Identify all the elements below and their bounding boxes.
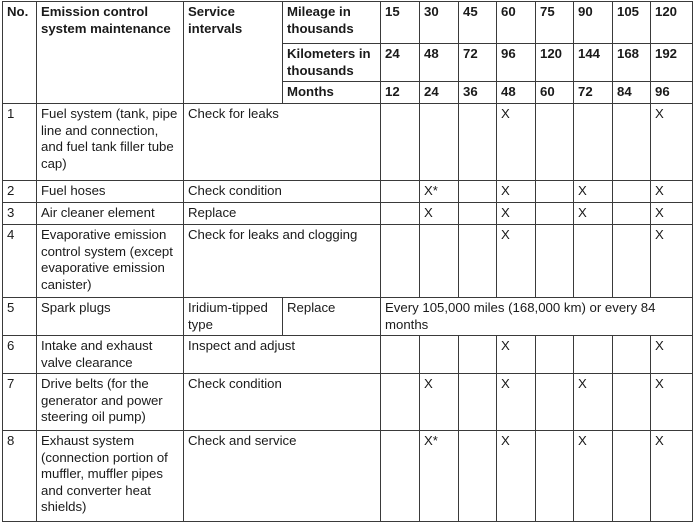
months-cell: 24 bbox=[420, 82, 459, 104]
interval-mark bbox=[381, 181, 420, 203]
row-number: 7 bbox=[3, 374, 37, 431]
interval-mark: X bbox=[574, 431, 613, 522]
interval-mark: X bbox=[497, 336, 536, 374]
interval-mark bbox=[381, 203, 420, 225]
mileage-cell: 60 bbox=[497, 2, 536, 44]
interval-mark bbox=[459, 225, 497, 298]
interval-mark bbox=[381, 431, 420, 522]
interval-mark bbox=[381, 225, 420, 298]
interval-mark: X bbox=[651, 203, 693, 225]
table-row bbox=[3, 431, 693, 522]
months-cell: 96 bbox=[651, 82, 693, 104]
row-interval-note: Every 105,000 miles (168,000 km) or every 84 months bbox=[381, 298, 693, 336]
row-service: Check for leaks bbox=[184, 104, 381, 181]
interval-mark: X bbox=[651, 431, 693, 522]
row-service: Check condition bbox=[184, 374, 381, 431]
mileage-cell: 120 bbox=[651, 2, 693, 44]
interval-mark: X bbox=[497, 181, 536, 203]
row-number: 6 bbox=[3, 336, 37, 374]
interval-mark bbox=[613, 181, 651, 203]
km-cell: 120 bbox=[536, 44, 574, 82]
row-item: Intake and exhaust valve clearance bbox=[37, 336, 184, 374]
row-item: Exhaust system (connection portion of muffler, muffler pipes and converter heat shields) bbox=[37, 431, 184, 522]
months-cell: 48 bbox=[497, 82, 536, 104]
km-cell: 72 bbox=[459, 44, 497, 82]
row-number: 1 bbox=[3, 104, 37, 181]
interval-mark: X bbox=[574, 374, 613, 431]
km-cell: 144 bbox=[574, 44, 613, 82]
row-number: 4 bbox=[3, 225, 37, 298]
interval-mark bbox=[613, 225, 651, 298]
interval-mark: X bbox=[497, 374, 536, 431]
table-row bbox=[3, 225, 693, 298]
header-service: Service intervals bbox=[184, 2, 283, 104]
header-mileage-label: Mileage in thousands bbox=[283, 2, 381, 44]
km-cell: 96 bbox=[497, 44, 536, 82]
interval-mark: X bbox=[574, 181, 613, 203]
interval-mark bbox=[459, 336, 497, 374]
interval-mark bbox=[536, 104, 574, 181]
header-item: Emission control system maintenance bbox=[37, 2, 184, 104]
row-item: Drive belts (for the generator and power steering oil pump) bbox=[37, 374, 184, 431]
interval-mark bbox=[574, 336, 613, 374]
interval-mark bbox=[420, 104, 459, 181]
mileage-cell: 45 bbox=[459, 2, 497, 44]
km-cell: 24 bbox=[381, 44, 420, 82]
table-row bbox=[3, 181, 693, 203]
row-service: Check and service bbox=[184, 431, 381, 522]
interval-mark bbox=[536, 225, 574, 298]
interval-mark bbox=[420, 336, 459, 374]
interval-mark bbox=[381, 104, 420, 181]
interval-mark bbox=[459, 181, 497, 203]
interval-mark: X bbox=[651, 181, 693, 203]
header-row-mileage bbox=[3, 2, 693, 44]
interval-mark: X bbox=[497, 203, 536, 225]
km-cell: 168 bbox=[613, 44, 651, 82]
maintenance-schedule-table bbox=[2, 1, 693, 522]
mileage-cell: 30 bbox=[420, 2, 459, 44]
table-row bbox=[3, 203, 693, 225]
interval-mark: X bbox=[420, 203, 459, 225]
interval-mark: X bbox=[574, 203, 613, 225]
interval-mark bbox=[536, 374, 574, 431]
months-cell: 84 bbox=[613, 82, 651, 104]
mileage-cell: 15 bbox=[381, 2, 420, 44]
row-number: 5 bbox=[3, 298, 37, 336]
interval-mark bbox=[536, 336, 574, 374]
months-cell: 60 bbox=[536, 82, 574, 104]
interval-mark bbox=[574, 225, 613, 298]
interval-mark bbox=[459, 431, 497, 522]
row-service: Replace bbox=[184, 203, 381, 225]
row-item: Spark plugs bbox=[37, 298, 184, 336]
row-number: 3 bbox=[3, 203, 37, 225]
interval-mark bbox=[613, 336, 651, 374]
table-row bbox=[3, 336, 693, 374]
interval-mark: X bbox=[420, 374, 459, 431]
row-service: Check for leaks and clogging bbox=[184, 225, 381, 298]
interval-mark bbox=[420, 225, 459, 298]
interval-mark bbox=[459, 374, 497, 431]
row-item: Fuel hoses bbox=[37, 181, 184, 203]
interval-mark bbox=[459, 104, 497, 181]
mileage-cell: 105 bbox=[613, 2, 651, 44]
interval-mark bbox=[459, 203, 497, 225]
mileage-cell: 75 bbox=[536, 2, 574, 44]
interval-mark bbox=[381, 374, 420, 431]
months-cell: 36 bbox=[459, 82, 497, 104]
row-service: Inspect and adjust bbox=[184, 336, 381, 374]
interval-mark: X* bbox=[420, 431, 459, 522]
interval-mark bbox=[613, 431, 651, 522]
table-row bbox=[3, 298, 693, 336]
interval-mark bbox=[381, 336, 420, 374]
interval-mark: X bbox=[651, 225, 693, 298]
interval-mark bbox=[536, 431, 574, 522]
mileage-cell: 90 bbox=[574, 2, 613, 44]
row-service: Replace bbox=[283, 298, 381, 336]
interval-mark: X bbox=[651, 104, 693, 181]
header-km-label: Kilometers in thousands bbox=[283, 44, 381, 82]
row-number: 2 bbox=[3, 181, 37, 203]
row-item: Fuel system (tank, pipe line and connection, and fuel tank filler tube cap) bbox=[37, 104, 184, 181]
row-number: 8 bbox=[3, 431, 37, 522]
row-service: Check condition bbox=[184, 181, 381, 203]
months-cell: 12 bbox=[381, 82, 420, 104]
row-item: Evaporative emission control system (except evaporative emission canister) bbox=[37, 225, 184, 298]
header-no: No. bbox=[3, 2, 37, 104]
interval-mark bbox=[613, 374, 651, 431]
table-row bbox=[3, 374, 693, 431]
row-item: Air cleaner element bbox=[37, 203, 184, 225]
table-row bbox=[3, 104, 693, 181]
interval-mark bbox=[613, 203, 651, 225]
interval-mark bbox=[613, 104, 651, 181]
interval-mark: X bbox=[651, 374, 693, 431]
months-cell: 72 bbox=[574, 82, 613, 104]
interval-mark bbox=[574, 104, 613, 181]
interval-mark: X bbox=[497, 431, 536, 522]
km-cell: 192 bbox=[651, 44, 693, 82]
row-subtype: Iridium-tipped type bbox=[184, 298, 283, 336]
header-months-label: Months bbox=[283, 82, 381, 104]
interval-mark: X bbox=[497, 104, 536, 181]
interval-mark: X bbox=[651, 336, 693, 374]
km-cell: 48 bbox=[420, 44, 459, 82]
interval-mark: X* bbox=[420, 181, 459, 203]
interval-mark bbox=[536, 181, 574, 203]
interval-mark: X bbox=[497, 225, 536, 298]
interval-mark bbox=[536, 203, 574, 225]
